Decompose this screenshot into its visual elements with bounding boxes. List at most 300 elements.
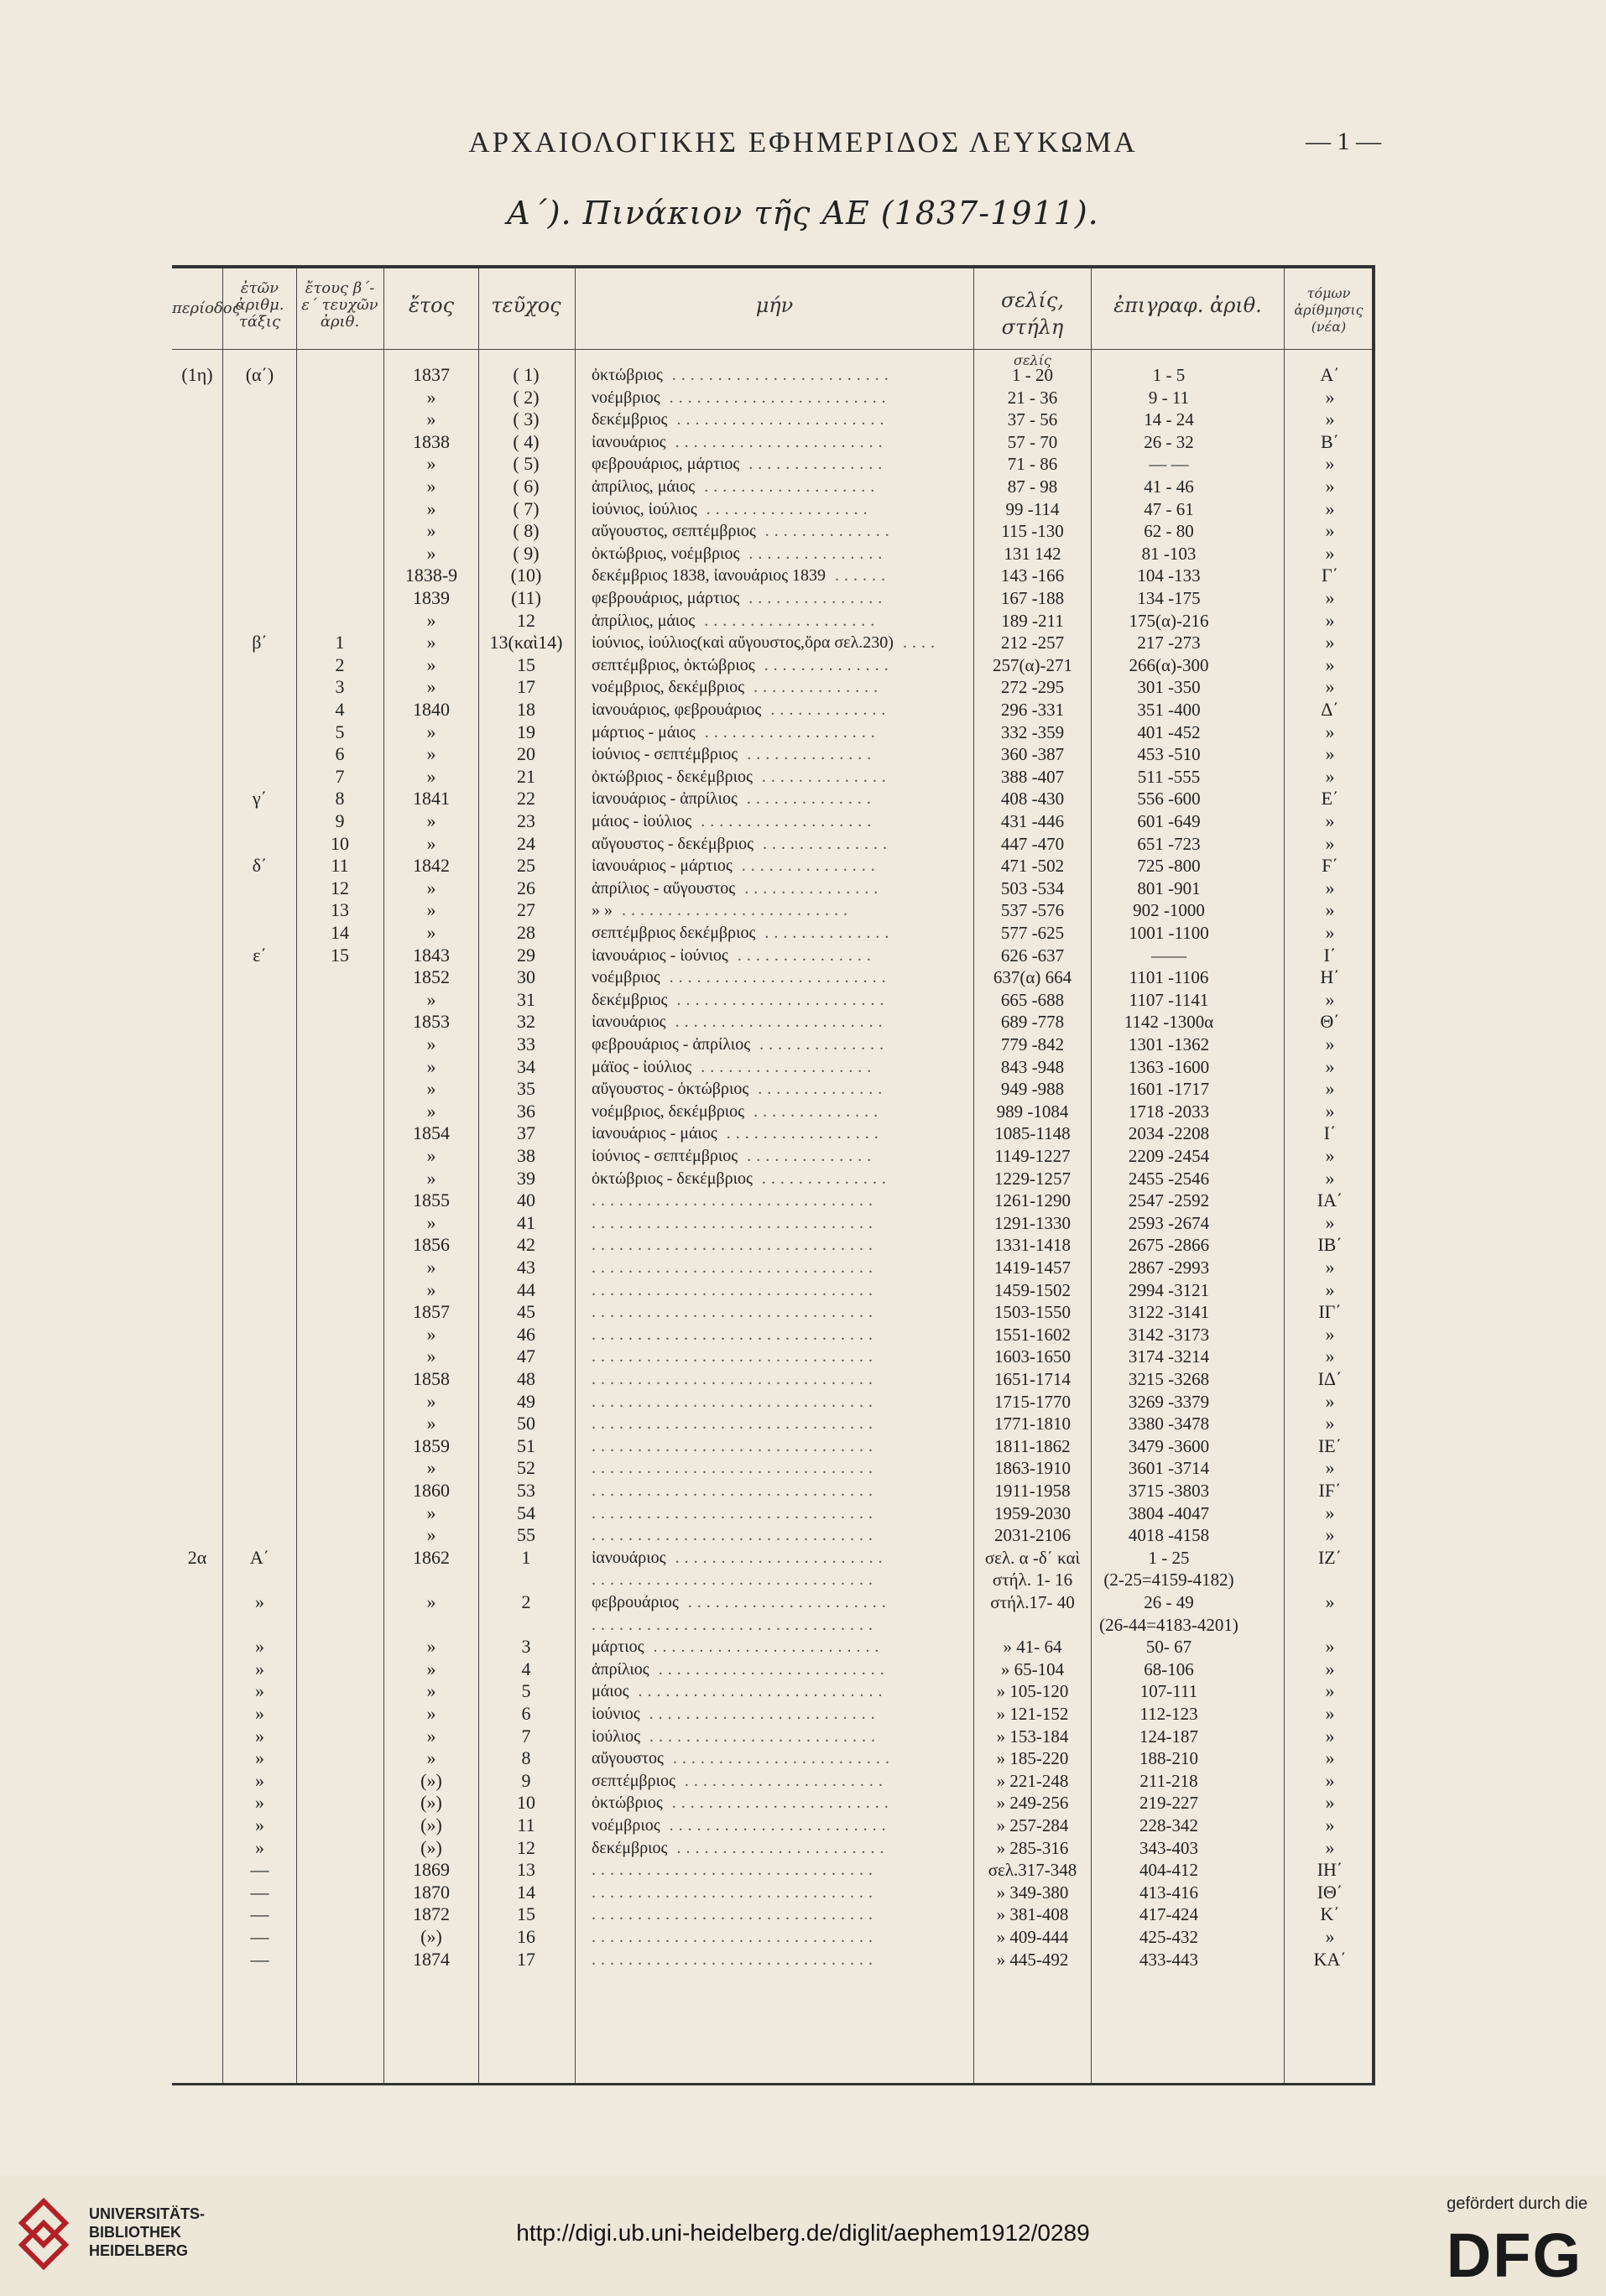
cell-yr: (») — [420, 1814, 442, 1835]
cell-pg: 1651-1714 — [994, 1369, 1071, 1389]
table-row — [172, 452, 1372, 476]
cell-yr: 1838 — [413, 430, 450, 452]
cell-no: 50 — [517, 1413, 535, 1434]
cell-vol: Ε΄ — [1321, 788, 1339, 810]
cell-ins: 104 -133 — [1137, 565, 1201, 586]
cell-no: 15 — [517, 653, 535, 675]
cell-pg: 1261-1290 — [994, 1190, 1071, 1211]
cell-no: 49 — [517, 1390, 535, 1412]
cell-vol: » — [1325, 877, 1335, 898]
cell-no: 15 — [517, 1903, 535, 1925]
cell-ins: 175(α)-216 — [1129, 610, 1209, 631]
cell-no: 32 — [517, 1011, 535, 1033]
cell-ins: 401 -452 — [1137, 721, 1201, 742]
table-row — [172, 1300, 1372, 1324]
cell-pg: 1503-1550 — [994, 1302, 1071, 1323]
cell-pg: στήλ.17- 40 — [990, 1592, 1075, 1612]
cell-mon: ἀπρίλιος ......................... — [592, 1659, 889, 1679]
dot-leader: ................... — [695, 477, 880, 496]
cell-mon: φεβρουάριος, μάρτιος ............... — [592, 589, 888, 607]
cell-yr: (») — [420, 1769, 442, 1791]
table-row — [172, 609, 1372, 633]
cell-ins: 26 - 49 — [1144, 1592, 1194, 1612]
cell-no: 17 — [517, 676, 535, 698]
table-row — [172, 742, 1372, 766]
cell-pg: 388 -407 — [1000, 766, 1065, 787]
cell-mon: δεκέμβριος ....................... — [592, 410, 889, 430]
cell-pg: 689 -778 — [1000, 1012, 1065, 1033]
dfg-logo: DFG — [1446, 2221, 1583, 2290]
cell-mon: ἰανουάριος - ἀπρίλιος .............. — [592, 789, 876, 809]
cell-iss: 12 — [331, 877, 349, 898]
cell-mon — [592, 1434, 973, 1458]
cell-ins: 413-416 — [1139, 1882, 1198, 1903]
table-row — [172, 497, 1372, 521]
dot-leader: ............................... — [592, 1392, 878, 1411]
source-url-link[interactable]: http://digi.ub.uni-heidelberg.de/diglit/aephem1912/0289 — [516, 2220, 1090, 2246]
cell-pg: 1959-2030 — [994, 1502, 1071, 1523]
cell-vol: ΙΗ΄ — [1317, 1859, 1343, 1881]
cell-mon — [592, 1613, 973, 1637]
cell-iss: 9 — [335, 810, 345, 831]
dot-leader: ............................... — [592, 1459, 878, 1478]
cell-mon: ἰούνιος - σεπτέμβριος .............. — [592, 1147, 877, 1165]
cell-ins: 351 -400 — [1137, 700, 1201, 720]
cell-mon: ἰανουάριος, φεβρουάριος ............. — [592, 700, 891, 719]
cell-ins: (26-44=4183-4201) — [1099, 1614, 1238, 1635]
cell-vol: ΙΘ΄ — [1317, 1881, 1343, 1903]
col-header-month: μήν — [755, 294, 794, 317]
cell-pg: 212 -257 — [1000, 633, 1065, 653]
cell-vol: » — [1325, 765, 1335, 787]
cell-yr: (») — [420, 1926, 442, 1947]
cell-vol: » — [1325, 676, 1335, 698]
dot-leader: ............................... — [592, 1928, 878, 1946]
cell-vol: » — [1325, 409, 1335, 430]
cell-no: 34 — [517, 1055, 535, 1077]
cell-ins: 3174 -3214 — [1128, 1346, 1210, 1367]
cell-mon — [592, 1412, 973, 1435]
cell-yr: » — [426, 899, 436, 921]
table-row — [172, 1189, 1372, 1212]
cell-vol: » — [1325, 1725, 1335, 1747]
cell-vol: » — [1325, 1167, 1335, 1189]
table-row — [172, 854, 1372, 877]
cell-vol: » — [1325, 1033, 1335, 1054]
cell-no: 8 — [521, 1747, 531, 1769]
dot-leader: .................. — [696, 499, 873, 518]
dot-leader: .............. — [748, 1080, 888, 1099]
table-row — [172, 1144, 1372, 1168]
cell-no: 44 — [517, 1278, 535, 1300]
cell-mon — [592, 1323, 973, 1346]
cell-pg: 71 - 86 — [1007, 454, 1058, 475]
cell-yr: » — [426, 1524, 436, 1546]
cell-ins: 417-424 — [1139, 1904, 1198, 1925]
cell-iss: 10 — [331, 832, 349, 854]
cell-pg: » 185-220 — [996, 1748, 1069, 1769]
cell-no: 10 — [517, 1792, 535, 1814]
dot-leader: ................... — [695, 611, 880, 630]
cell-no: 12 — [517, 609, 535, 631]
cell-mon — [592, 1479, 973, 1502]
cell-yr: 1842 — [413, 855, 450, 877]
dot-leader: ......................... — [639, 1705, 880, 1723]
cell-pg: 1911-1958 — [994, 1481, 1071, 1501]
table-row — [172, 1367, 1372, 1391]
cell-ins: 1301 -1362 — [1128, 1034, 1210, 1054]
cell-ins: 219-227 — [1139, 1793, 1198, 1814]
cell-no: 4 — [521, 1658, 531, 1679]
page-header-title: ΑΡΧΑΙΟΛΟΓΙΚΗΣ ΕΦΗΜΕΡΙΔΟΣ ΛΕΥΚΩΜΑ — [468, 126, 1138, 159]
cell-mon: αὔγουστος ........................ — [592, 1749, 894, 1768]
cell-no: 5 — [521, 1680, 531, 1702]
cell-yr: » — [426, 877, 436, 898]
cell-vol: » — [1325, 497, 1335, 519]
cell-yr: » — [426, 1680, 436, 1702]
cell-mon — [592, 1523, 973, 1547]
cell-pg: » 249-256 — [996, 1793, 1069, 1814]
cell-pg: 296 -331 — [1000, 700, 1065, 720]
cell-yr: 1855 — [413, 1190, 450, 1211]
cell-mon — [592, 1858, 973, 1882]
table-row — [172, 1010, 1372, 1033]
cell-yr: » — [426, 1502, 436, 1523]
cell-pg: 1291-1330 — [994, 1212, 1071, 1233]
cell-yr: » — [426, 1636, 436, 1658]
cell-ins: 651 -723 — [1137, 833, 1201, 854]
cell-iss: 4 — [335, 699, 345, 720]
cell-ins: 188-210 — [1139, 1748, 1198, 1769]
cell-pg: 843 -948 — [1000, 1056, 1065, 1077]
cell-ins: 266(α)-300 — [1129, 654, 1209, 675]
table-row — [172, 698, 1372, 721]
cell-iss: 13 — [331, 899, 349, 921]
cell-mon: δεκέμβριος ....................... — [592, 1838, 889, 1857]
dot-leader: ......................... — [644, 1637, 884, 1657]
cell-ord: (α΄) — [245, 364, 274, 385]
cell-yr: » — [426, 632, 436, 653]
table-row — [172, 1546, 1372, 1570]
cell-vol: » — [1325, 1413, 1335, 1434]
cell-no: ( 3) — [513, 409, 540, 430]
pages-sublabel: σελίς — [1014, 352, 1051, 368]
cell-no: 12 — [517, 1836, 535, 1858]
cell-no: 37 — [517, 1122, 535, 1144]
cell-yr: » — [426, 1346, 436, 1367]
index-table — [172, 265, 1375, 2085]
table-row — [172, 408, 1372, 431]
cell-ins: 9 - 11 — [1148, 387, 1190, 408]
table-row — [172, 877, 1372, 900]
dot-leader: ........................... — [628, 1682, 888, 1701]
cell-ins: 1363 -1600 — [1128, 1056, 1210, 1077]
cell-ins: 3804 -4047 — [1128, 1502, 1210, 1523]
cell-yr: » — [426, 1278, 436, 1300]
cell-ord: » — [255, 1836, 264, 1858]
cell-no: ( 2) — [513, 386, 540, 408]
cell-vol: » — [1325, 832, 1335, 854]
cell-pg: 1715-1770 — [994, 1391, 1071, 1412]
cell-pg: 779 -842 — [1000, 1034, 1065, 1054]
table-row — [172, 1055, 1372, 1079]
cell-ins: 511 -555 — [1137, 766, 1201, 787]
cell-vol: » — [1325, 520, 1335, 542]
dot-leader: ........................ — [663, 1749, 894, 1768]
cell-pg: » 257-284 — [996, 1815, 1069, 1835]
cell-yr: 1860 — [413, 1480, 450, 1501]
cell-ins: 2675 -2866 — [1128, 1235, 1210, 1256]
dot-leader: ......................... — [649, 1659, 889, 1679]
cell-vol: ΙΑ΄ — [1317, 1190, 1343, 1211]
cell-mon: ἰανουάριος - μάρτιος ............... — [592, 856, 880, 876]
cell-vol: Γ΄ — [1321, 565, 1339, 586]
cell-pg: 1 - 20 — [1012, 365, 1053, 385]
cell-mon: μάιος - ἰούλιος ................... — [592, 812, 877, 830]
table-row — [172, 1278, 1372, 1302]
cell-no: 39 — [517, 1167, 535, 1189]
dot-leader: ....................... — [665, 432, 888, 451]
header-rule — [172, 349, 1372, 350]
cell-ins: 433-443 — [1139, 1949, 1198, 1970]
cell-no: 35 — [517, 1078, 535, 1100]
cell-ins: 107-111 — [1139, 1681, 1198, 1702]
cell-no: 24 — [517, 832, 535, 854]
cell-pg: 2031-2106 — [994, 1525, 1071, 1546]
dot-leader: ............... — [739, 544, 888, 563]
cell-mon: ὀκτώβριος ........................ — [592, 366, 894, 384]
cell-ord: » — [255, 1636, 264, 1658]
cell-ins: 2867 -2993 — [1128, 1257, 1210, 1278]
cell-yr: » — [426, 1257, 436, 1278]
cell-ord: — — [250, 1948, 269, 1970]
cell-no: (11) — [511, 587, 541, 608]
dot-leader: ....................... — [665, 1013, 888, 1032]
dot-leader: .............. — [738, 745, 877, 764]
cell-vol: Ϝ΄ — [1322, 855, 1338, 877]
dot-leader: ............................... — [592, 1526, 878, 1545]
cell-yr: 1857 — [413, 1301, 450, 1323]
cell-no: 1 — [521, 1546, 531, 1568]
cell-mon — [592, 1881, 973, 1904]
cell-ins: 47 - 61 — [1144, 498, 1194, 519]
cell-no: 46 — [517, 1323, 535, 1345]
cell-ins: 2455 -2546 — [1128, 1168, 1210, 1189]
cell-no: 30 — [517, 966, 535, 988]
cell-ord: » — [255, 1658, 264, 1679]
table-row — [172, 1747, 1372, 1770]
cell-yr: » — [426, 988, 436, 1010]
cell-ins: 3122 -3141 — [1128, 1302, 1210, 1323]
cell-mon: νοέμβριος ........................ — [592, 968, 891, 987]
cell-mon: σεπτέμβριος ...................... — [592, 1771, 888, 1790]
dot-leader: ............................... — [592, 1213, 878, 1232]
cell-mon — [592, 1568, 973, 1591]
cell-yr: 1872 — [413, 1903, 450, 1925]
table-row — [172, 653, 1372, 677]
table-row — [172, 1502, 1372, 1525]
dot-leader: ............................... — [592, 1303, 878, 1322]
col-header-issue-no: ἔτους β΄-ε΄ τευχῶν ἀριθ. — [301, 279, 378, 331]
dot-leader: ............................... — [592, 1236, 878, 1255]
dot-leader: .............. — [744, 1101, 884, 1121]
cell-mon: δεκέμβριος ....................... — [592, 990, 889, 1009]
table-row — [172, 1122, 1372, 1145]
cell-yr: » — [426, 765, 436, 787]
cell-mon: μάρτιος ......................... — [592, 1637, 884, 1657]
dot-leader: ............... — [735, 878, 884, 898]
dot-leader: .............. — [737, 789, 876, 809]
cell-pg: 503 -534 — [1000, 877, 1065, 898]
cell-ins: (2-25=4159-4182) — [1103, 1570, 1234, 1591]
cell-vol: » — [1325, 1836, 1335, 1858]
table-row — [172, 787, 1372, 810]
dot-leader: ............... — [727, 945, 876, 965]
cell-ins: 801 -901 — [1137, 877, 1201, 898]
cell-vol: ΙΖ΄ — [1317, 1546, 1343, 1568]
table-row — [172, 1456, 1372, 1480]
table-row — [172, 1791, 1372, 1814]
cell-mon: ἰούνιος, ἰούλιος(καὶ αὔγουστος,ὅρα σελ.230) .... — [592, 633, 940, 653]
cell-ins: 3142 -3173 — [1128, 1324, 1210, 1345]
dot-leader: ............................... — [592, 1570, 878, 1590]
table-row — [172, 1702, 1372, 1726]
cell-vol: » — [1325, 1680, 1335, 1702]
cell-no: 27 — [517, 899, 535, 921]
cell-ins: 3601 -3714 — [1128, 1458, 1210, 1479]
cell-pg: » 221-248 — [996, 1770, 1069, 1791]
cell-mon — [592, 1233, 973, 1257]
cell-no: 23 — [517, 810, 535, 831]
dot-leader: ............................... — [592, 1950, 878, 1969]
cell-vol: » — [1325, 1278, 1335, 1300]
cell-yr: » — [426, 520, 436, 542]
dot-leader: ............................... — [592, 1861, 878, 1880]
cell-yr: » — [426, 497, 436, 519]
dot-leader: ............................... — [592, 1436, 878, 1455]
dot-leader: ....................... — [667, 990, 889, 1009]
cell-no: 42 — [517, 1234, 535, 1256]
table-row — [172, 1100, 1372, 1123]
cell-no: 14 — [517, 1881, 535, 1903]
funded-by-label: gefördert durch die — [1447, 2194, 1588, 2213]
cell-no: 51 — [517, 1434, 535, 1456]
cell-vol: » — [1325, 1926, 1335, 1947]
cell-ins: 124-187 — [1139, 1726, 1198, 1747]
cell-yr: » — [426, 676, 436, 698]
cell-yr: » — [426, 1100, 436, 1122]
cell-iss: 8 — [335, 788, 345, 810]
cell-no: ( 9) — [513, 542, 540, 564]
cell-no: 25 — [517, 855, 535, 877]
table-row — [172, 1836, 1372, 1860]
table-row — [172, 1858, 1372, 1882]
page-subtitle: Α΄). Πινάκιον τῆς ΑΕ (1837-1911). — [507, 195, 1099, 232]
cell-no: 41 — [517, 1211, 535, 1233]
cell-mon — [592, 1211, 973, 1235]
cell-ins: 1 - 5 — [1152, 365, 1186, 385]
cell-no: 55 — [517, 1524, 535, 1546]
cell-mon: φεβρουάριος, μάρτιος ............... — [592, 455, 888, 474]
cell-ins: 217 -273 — [1137, 633, 1201, 653]
cell-mon — [592, 1948, 973, 1971]
cell-ins: 425-432 — [1139, 1927, 1198, 1947]
cell-pg: 431 -446 — [1000, 811, 1065, 831]
cell-vol: » — [1325, 988, 1335, 1010]
cell-ins: 1101 -1106 — [1129, 967, 1209, 988]
cell-ins: 1718 -2033 — [1128, 1101, 1210, 1122]
table-row — [172, 1233, 1372, 1257]
cell-pg: 408 -430 — [1000, 789, 1065, 810]
table-row — [172, 1412, 1372, 1435]
dot-leader: ......................... — [640, 1726, 881, 1746]
cell-yr: » — [426, 1413, 436, 1434]
cell-yr: 1837 — [413, 364, 450, 385]
cell-ord: β΄ — [252, 632, 268, 653]
cell-vol: » — [1325, 653, 1335, 675]
cell-no: 45 — [517, 1301, 535, 1323]
cell-vol: Ι΄ — [1323, 944, 1337, 966]
cell-ins: 26 - 32 — [1144, 431, 1194, 452]
dot-leader: ............................... — [592, 1882, 878, 1902]
table-row — [172, 1033, 1372, 1056]
cell-per: 2α — [187, 1546, 207, 1568]
cell-yr: » — [426, 386, 436, 408]
cell-yr: » — [426, 1033, 436, 1054]
cell-pg: 447 -470 — [1000, 833, 1065, 854]
dot-leader: ............... — [739, 455, 888, 474]
cell-ins: 1142 -1300α — [1124, 1012, 1214, 1033]
cell-vol: » — [1325, 453, 1335, 475]
cell-pg: σελ.317-348 — [988, 1860, 1077, 1881]
cell-ins: 62 - 80 — [1144, 521, 1194, 542]
cell-vol: » — [1325, 1703, 1335, 1724]
cell-ord: » — [255, 1725, 264, 1747]
dot-leader: ........................ — [660, 968, 891, 987]
cell-ins: 211-218 — [1139, 1770, 1198, 1791]
cell-no: 7 — [521, 1725, 531, 1747]
cell-pg: » 65-104 — [1000, 1658, 1065, 1679]
cell-pg: 189 -211 — [1001, 610, 1064, 631]
table-row — [172, 1679, 1372, 1703]
cell-ord: — — [250, 1881, 269, 1903]
dot-leader: ........................ — [660, 388, 891, 407]
cell-no: 54 — [517, 1502, 535, 1523]
dot-leader: .............. — [744, 678, 884, 697]
cell-ins: 1001 -1100 — [1129, 923, 1209, 943]
cell-ins: 3269 -3379 — [1128, 1391, 1210, 1412]
cell-ins: 1107 -1141 — [1129, 989, 1209, 1010]
cell-vol: ΙΔ΄ — [1317, 1368, 1343, 1389]
cell-pg: 37 - 56 — [1007, 409, 1058, 430]
cell-yr: » — [426, 1145, 436, 1166]
cell-mon — [592, 1189, 973, 1212]
cell-yr: (») — [420, 1792, 442, 1814]
cell-vol: » — [1325, 386, 1335, 408]
table-row — [172, 898, 1372, 922]
cell-pg: 272 -295 — [1000, 677, 1065, 698]
cell-vol: Κ΄ — [1320, 1903, 1340, 1925]
cell-no: 33 — [517, 1033, 535, 1054]
dot-leader: ...................... — [678, 1593, 891, 1611]
cell-vol: » — [1325, 1211, 1335, 1233]
cell-yr: » — [426, 1658, 436, 1679]
cell-no: 3 — [521, 1636, 531, 1658]
cell-mon: ὀκτώβριος - δεκέμβριος .............. — [592, 767, 891, 786]
cell-vol: » — [1325, 721, 1335, 742]
cell-ins: 134 -175 — [1137, 588, 1201, 608]
table-row — [172, 810, 1372, 833]
